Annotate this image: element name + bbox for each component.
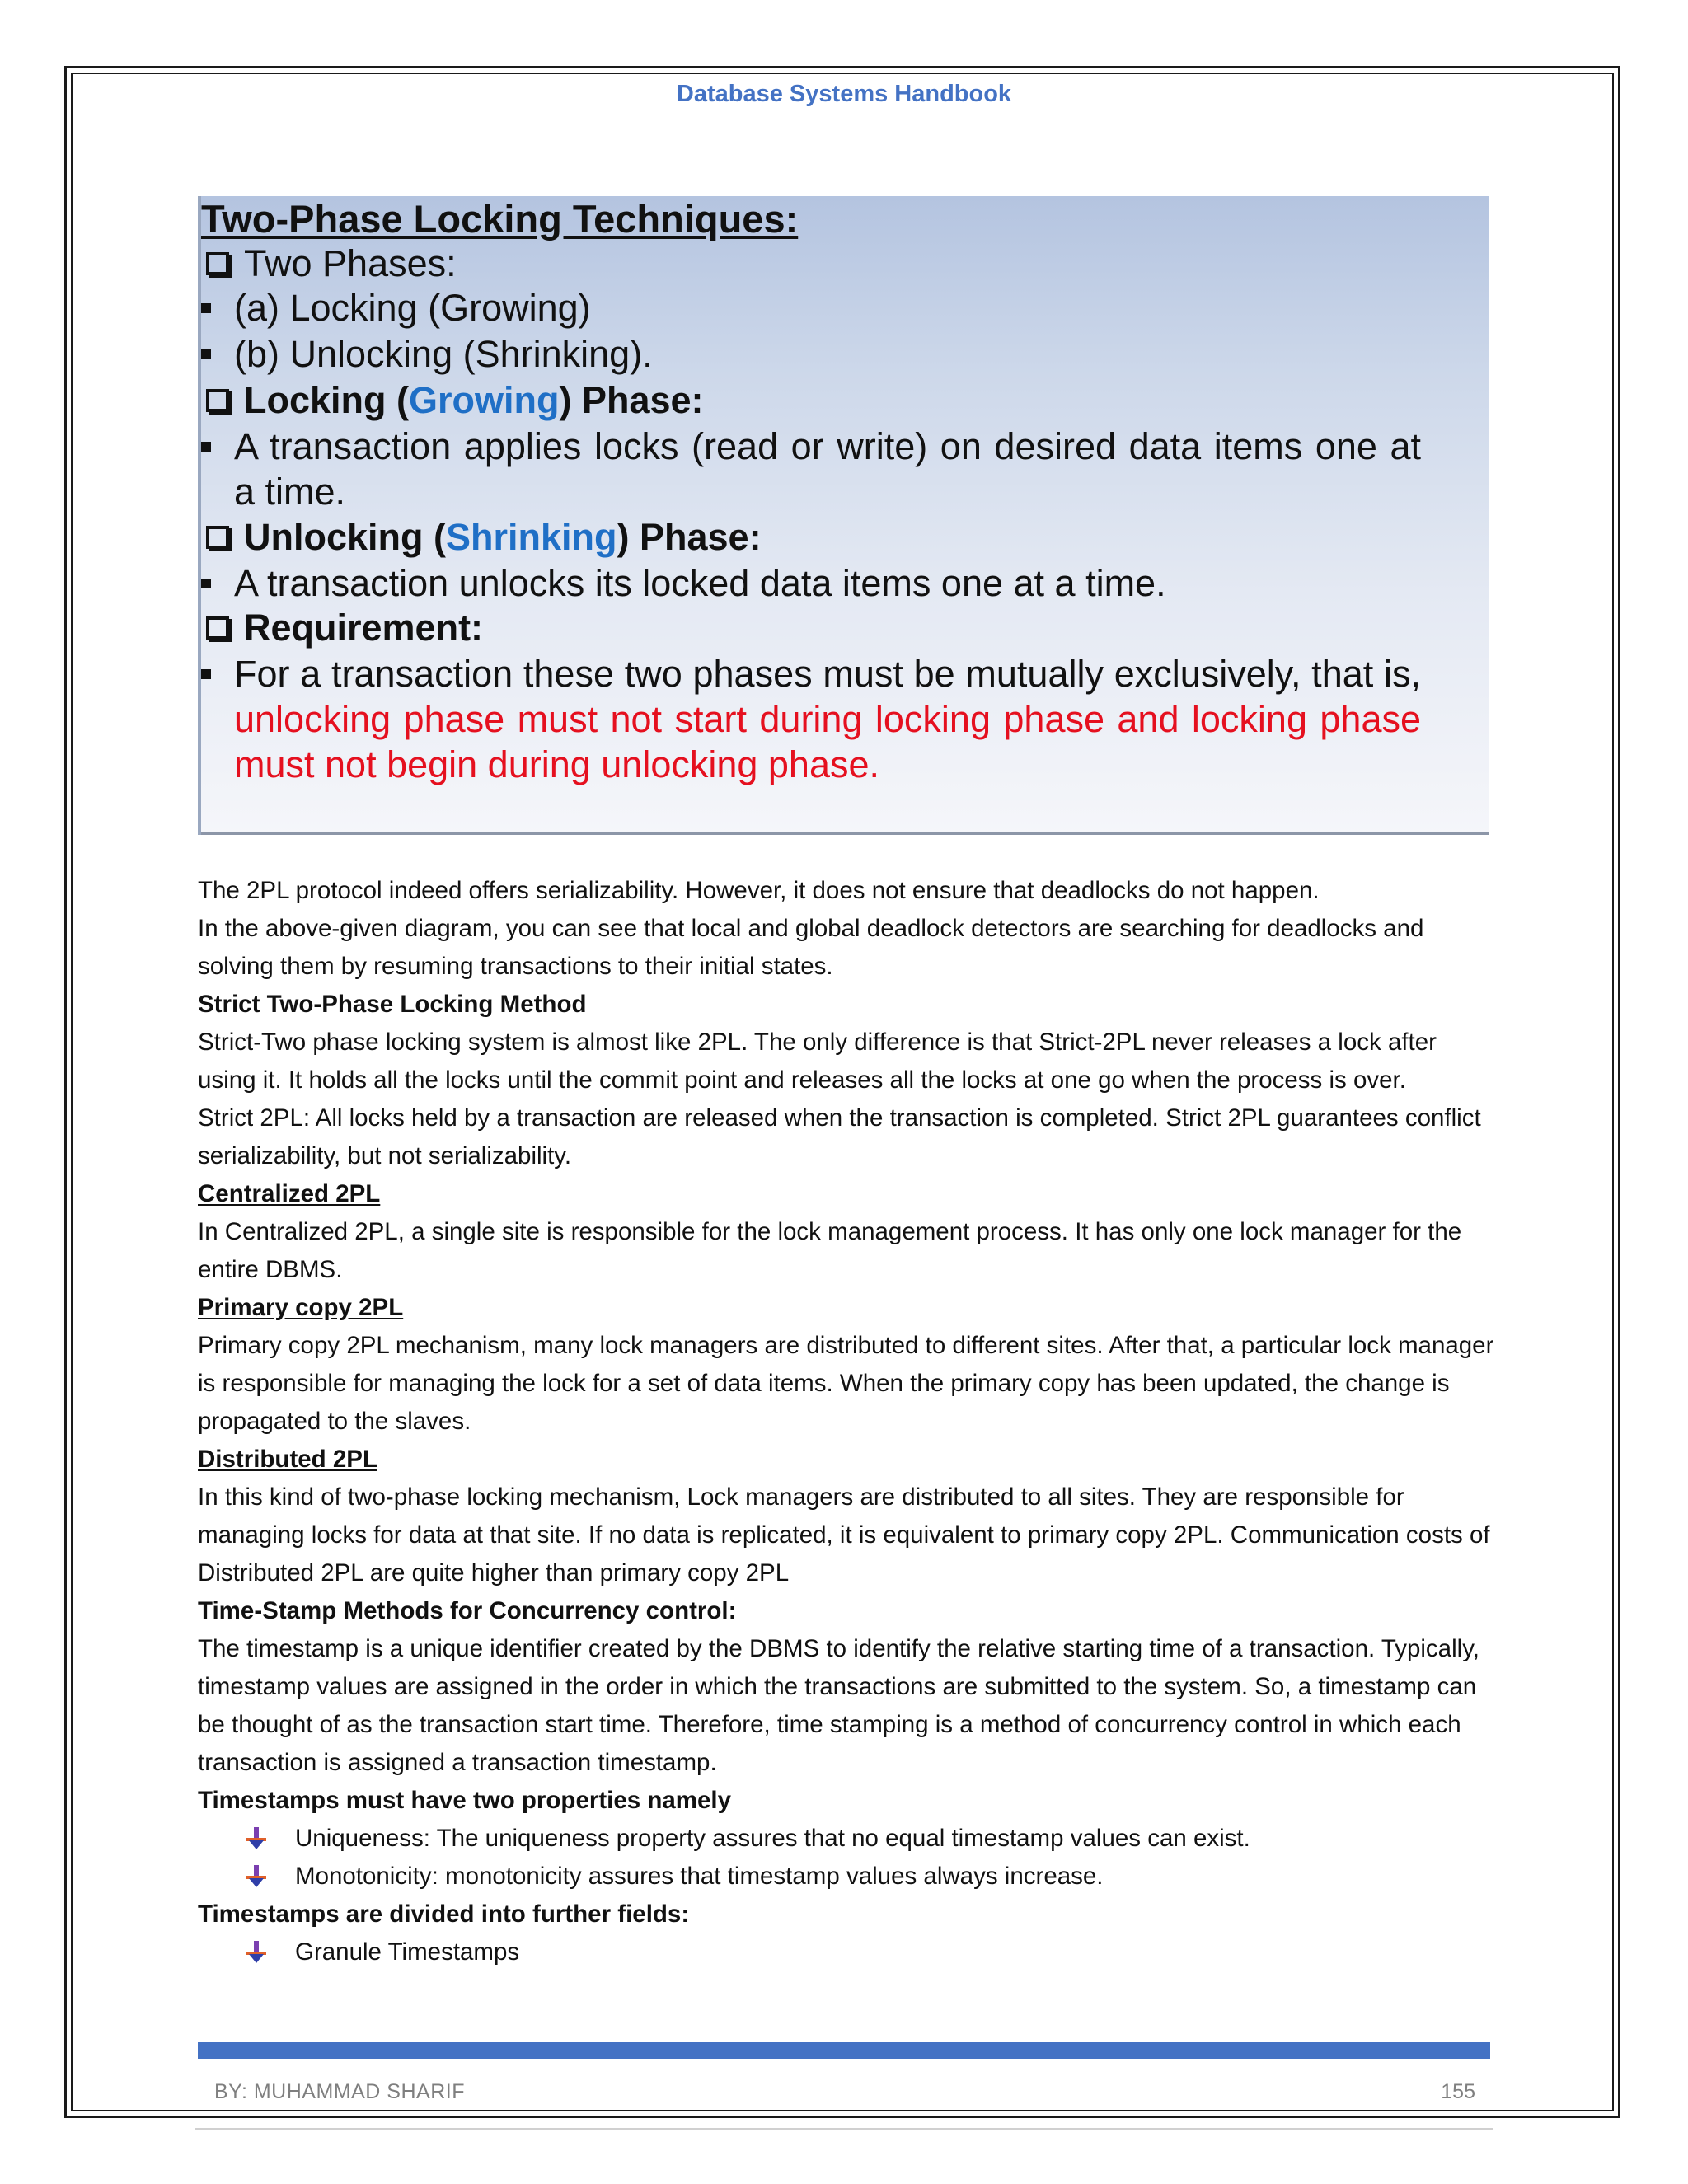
slide-subitem-label: A transaction applies locks (read or write) on desired data items one at a time. [234, 425, 1421, 513]
slide-item-label: Requirement: [244, 607, 484, 649]
list-item [198, 1820, 1500, 1858]
paragraph: Strict 2PL: All locks held by a transaction are released when the transaction is completed. Strict 2PL guarantees conflict serializability, but not serializability. [198, 1104, 1481, 1169]
requirement-text: For a transaction these two phases must be mutually exclusively, that is, [234, 653, 1421, 695]
slide-subitem-label: A transaction unlocks its locked data items one at a time. [234, 562, 1166, 604]
header-title: Database Systems Handbook [676, 81, 1012, 107]
slide-item-unlocking-phase [201, 516, 762, 559]
section-heading: Distributed 2PL [198, 1446, 377, 1473]
slide-bottom-rule [201, 832, 1489, 835]
slide-item-label: Two Phases: [244, 242, 457, 284]
slide-item-highlight: Growing [409, 379, 560, 421]
paragraph: In this kind of two-phase locking mechanism, Lock managers are distributed to all sites. They are responsible for managing locks for data at that site. If no data is replicated, it is equivalent to primary copy 2PL. Communication costs of Distributed 2PL are quite higher than primary copy 2PL [198, 1483, 1490, 1586]
slide-subitem-label: (b) Unlocking (Shrinking). [234, 333, 653, 375]
slide-image [198, 196, 1489, 835]
arrow-down-bullet-icon [246, 1865, 267, 1888]
section-heading: Timestamps must have two properties namely [198, 1787, 732, 1814]
slide-subitem-unlocking-desc [201, 560, 1421, 606]
section-heading: Timestamps are divided into further fields: [198, 1900, 690, 1928]
requirement-highlight: unlocking phase must not start during locking phase and locking phase must not begin during unlocking phase. [234, 698, 1421, 785]
arrow-down-bullet-icon [246, 1827, 267, 1850]
footer-author: BY: MUHAMMAD SHARIF [214, 2080, 465, 2103]
slide-item-requirement [201, 607, 483, 649]
list-item [198, 1933, 1500, 1971]
checkbox-bullet-icon [206, 252, 229, 275]
list-item-text: Uniqueness: The uniqueness property assures that no equal timestamp values can exist. [295, 1825, 1250, 1852]
list-item-text: Granule Timestamps [295, 1938, 520, 1966]
slide-item-label-end: ) Phase: [559, 379, 704, 421]
square-bullet-icon [201, 579, 211, 588]
slide-subitem-locking-desc [201, 424, 1421, 514]
section-heading: Centralized 2PL [198, 1180, 381, 1207]
arrow-down-bullet-icon [246, 1941, 267, 1964]
list-item-text: Monotonicity: monotonicity assures that timestamp values always increase. [295, 1863, 1104, 1890]
slide-subitem-label [234, 651, 1421, 787]
square-bullet-icon [201, 669, 211, 679]
paragraph: Strict-Two phase locking system is almost like 2PL. The only difference is that Strict-2PL never releases a lock after using it. It holds all the locks until the commit point and releases all the locks at one go when the process is over. [198, 1029, 1437, 1094]
square-bullet-icon [201, 303, 211, 313]
slide-item-two-phases [201, 242, 457, 285]
section-heading: Primary copy 2PL [198, 1294, 404, 1321]
section-heading: Time-Stamp Methods for Concurrency control: [198, 1597, 737, 1624]
slide-item-highlight: Shrinking [446, 516, 617, 558]
section-heading: Strict Two-Phase Locking Method [198, 991, 587, 1018]
slide-item-label: Unlocking ( [244, 516, 446, 558]
slide-item-locking-phase [201, 379, 704, 422]
slide-subitem-label: (a) Locking (Growing) [234, 287, 591, 329]
paragraph: The timestamp is a unique identifier created by the DBMS to identify the relative starting time of a transaction. Typically, timestamp values are assigned in the order in which the transactions are submitted to the system. So, a timestamp can be thought of as the transaction start time. Therefore, time stamping is a method of concurrency control in which each transaction is assigned a transaction timestamp. [198, 1635, 1479, 1776]
square-bullet-icon [201, 442, 211, 452]
paragraph: In the above-given diagram, you can see that local and global deadlock detectors are searching for deadlocks and solving them by resuming transactions to their initial states. [198, 915, 1424, 980]
paragraph: In Centralized 2PL, a single site is responsible for the lock management process. It has only one lock manager for the entire DBMS. [198, 1218, 1462, 1283]
paragraph: Primary copy 2PL mechanism, many lock managers are distributed to different sites. After that, a particular lock manager is responsible for managing the lock for a set of data items. When the primary copy has been updated, the change is propagated to the slaves. [198, 1332, 1494, 1435]
body-text [198, 872, 1500, 1971]
slide-title: Two-Phase Locking Techniques: [201, 197, 799, 241]
checkbox-bullet-icon [206, 616, 229, 640]
square-bullet-icon [201, 349, 211, 359]
list-item [198, 1858, 1500, 1896]
slide-subitem-locking [201, 285, 1421, 330]
footer-bar [198, 2042, 1490, 2059]
checkbox-bullet-icon [206, 389, 229, 412]
paragraph: The 2PL protocol indeed offers serializability. However, it does not ensure that deadlocks do not happen. [198, 877, 1320, 904]
slide-item-label-end: ) Phase: [617, 516, 762, 558]
slide-item-label: Locking ( [244, 379, 409, 421]
slide-subitem-unlocking [201, 331, 1421, 377]
bottom-rule [195, 2128, 1493, 2130]
checkbox-bullet-icon [206, 526, 229, 549]
page-number: 155 [1441, 2080, 1475, 2103]
slide-subitem-requirement-desc [201, 651, 1421, 787]
